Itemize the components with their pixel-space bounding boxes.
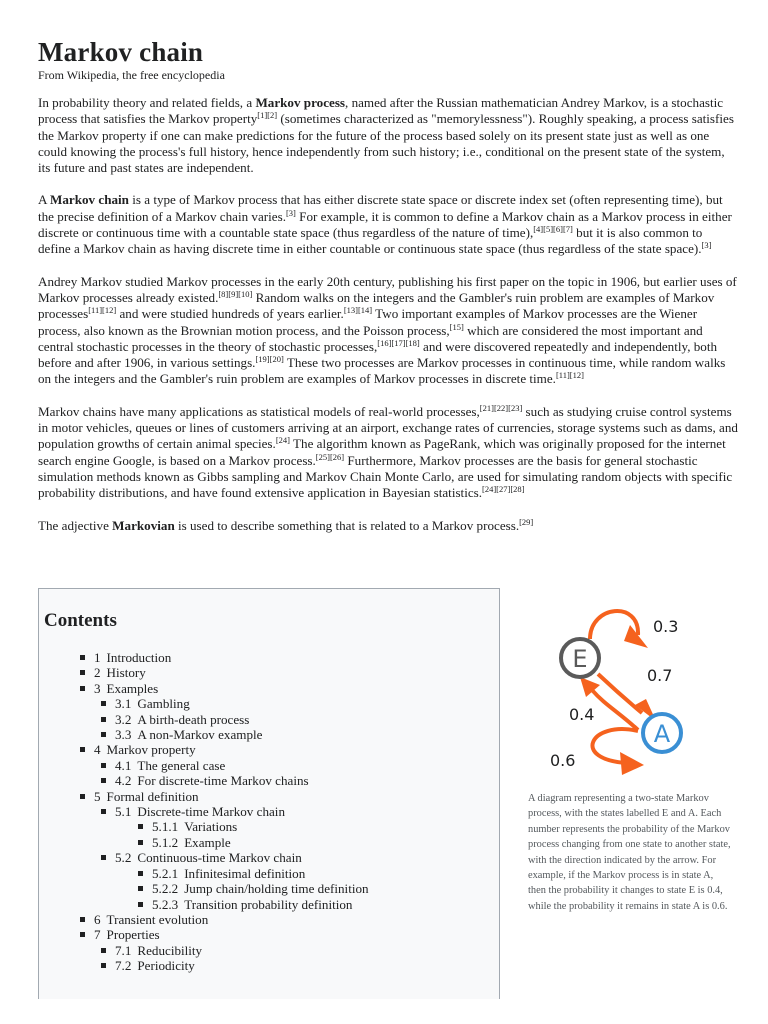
toc-item[interactable] — [80, 696, 369, 711]
toc-label[interactable]: Formal definition — [106, 788, 199, 804]
toc-label[interactable]: Periodicity — [137, 958, 195, 974]
text-run: These two processes are Markov processes in continuous time, while random walks on the integers and the Gambler's ruin problem are examples of Markov processes in discrete time. — [38, 355, 726, 387]
bullet-icon — [80, 932, 85, 937]
paragraph-definition — [38, 192, 738, 257]
toc-number: 5.2.1 — [152, 865, 179, 881]
reference-link[interactable]: [1][2] — [257, 110, 278, 121]
reference-link[interactable]: [19][20] — [255, 354, 284, 365]
reference-link[interactable]: [21][22][23] — [479, 402, 523, 413]
text-run: is used to describe something that is related to a Markov process. — [174, 517, 520, 533]
reference-link[interactable]: [8][9][10] — [218, 288, 253, 299]
text-run: such as studying cruise control systems in motor vehicles, queues or lines of customers arriving at an airport, exchange rates of currencies, storage systems such as dams, and population growths of certain animal species. — [38, 403, 738, 452]
bold-term: Markovian — [112, 517, 175, 533]
text-run: and were discovered repeatedly and independently, both before and after 1906, in various settings. — [38, 338, 718, 371]
toc-number: 3.2 — [115, 711, 132, 727]
toc-item[interactable] — [80, 665, 369, 680]
text-run: For example, it is common to define a Markov chain as a Markov process in either discrete or continuous time with a countable state space (thus regardless of the nature of time), — [38, 208, 732, 241]
reference-link[interactable]: [3] — [701, 240, 712, 251]
table-of-contents — [38, 588, 500, 999]
toc-item[interactable] — [80, 773, 369, 788]
bullet-icon — [101, 809, 106, 814]
paragraph-adjective — [38, 518, 738, 534]
reference-link[interactable]: [16][17][18] — [377, 337, 420, 348]
bullet-icon — [101, 732, 106, 737]
state-a-label: A — [653, 720, 671, 748]
toc-number: 4.2 — [115, 773, 132, 789]
toc-label[interactable]: Introduction — [106, 650, 172, 665]
bullet-icon — [80, 686, 85, 691]
toc-item[interactable] — [80, 712, 369, 727]
prob-e-to-a: 0.7 — [647, 666, 673, 685]
toc-number: 5.2 — [115, 850, 132, 866]
text-run: The algorithm known as PageRank, which was originally proposed for the internet search engine Google, is based on a Markov process. — [38, 436, 726, 468]
toc-item[interactable] — [80, 897, 369, 912]
bullet-icon — [101, 948, 106, 953]
toc-item[interactable] — [80, 912, 369, 927]
bullet-icon — [101, 763, 106, 768]
toc-item[interactable] — [80, 758, 369, 773]
reference-link[interactable]: [4][5][6][7] — [533, 224, 573, 235]
toc-label[interactable]: History — [106, 665, 146, 681]
toc-number: 5.1 — [115, 804, 132, 820]
toc-number: 3.1 — [115, 696, 132, 712]
markov-diagram — [520, 595, 730, 785]
toc-number: 7.1 — [115, 942, 132, 958]
toc-number: 6 — [94, 911, 101, 927]
toc-label[interactable]: The general case — [137, 757, 226, 773]
reference-link[interactable]: [29] — [519, 516, 534, 527]
arrow-a-to-e — [592, 690, 638, 730]
bold-term: Markov chain — [50, 192, 129, 208]
page-subtitle: From Wikipedia, the free encyclopedia — [38, 68, 225, 82]
text-run: is a type of Markov process that has either discrete state space or discrete index set (often representing time), but the precise definition of a Markov chain varies. — [38, 192, 723, 224]
bullet-icon — [138, 824, 143, 829]
toc-title: Contents — [44, 610, 117, 631]
reference-link[interactable]: [11][12] — [88, 305, 117, 316]
toc-item[interactable] — [80, 789, 369, 804]
bullet-icon — [80, 917, 85, 922]
page-title: Markov chain — [38, 37, 204, 67]
toc-number: 7 — [94, 927, 101, 943]
bold-term: Markov process — [255, 95, 346, 110]
toc-item[interactable] — [80, 866, 369, 881]
toc-number: 3.3 — [115, 727, 132, 743]
bullet-icon — [138, 902, 143, 907]
reference-link[interactable]: [3] — [285, 207, 296, 218]
toc-item[interactable] — [80, 742, 369, 757]
reference-link[interactable]: [11][12] — [555, 370, 584, 381]
bullet-icon — [80, 670, 85, 675]
toc-label[interactable]: Example — [184, 834, 231, 850]
state-e-label: E — [572, 645, 588, 673]
toc-label[interactable]: For discrete-time Markov chains — [137, 773, 309, 789]
bullet-icon — [80, 655, 85, 660]
reference-link[interactable]: [13][14] — [343, 305, 373, 316]
toc-number: 4 — [94, 742, 101, 758]
bullet-icon — [80, 747, 85, 752]
toc-label[interactable]: Continuous-time Markov chain — [137, 850, 302, 866]
toc-number: 5 — [94, 788, 101, 804]
toc-item[interactable] — [80, 804, 369, 819]
toc-label[interactable]: Markov property — [106, 742, 196, 758]
article-body — [38, 95, 738, 550]
toc-item[interactable] — [80, 958, 369, 973]
toc-label[interactable]: Jump chain/holding time definition — [184, 881, 369, 897]
arrow-e-to-a — [598, 674, 642, 713]
toc-item[interactable] — [80, 943, 369, 958]
text-run: Andrey Markov studied Markov processes in the early 20th century, publishing his first paper on the topic in 1906, but earlier uses of Markov processes already existed. — [38, 273, 737, 305]
toc-list — [80, 650, 369, 974]
toc-label[interactable]: Transient evolution — [106, 911, 209, 927]
bullet-icon — [80, 794, 85, 799]
bullet-icon — [101, 855, 106, 860]
reference-link[interactable]: [24] — [275, 435, 290, 446]
figure-caption: A diagram representing a two-state Markov process, with the states labelled E and A. Each number represents the probability of the Markov process changing from one state to another state, with the direction indicated by the arrow. For example, if the Markov process is in state A, then the probability it changes to state E is 0.4, while the probability it remains in state A is 0.6. — [528, 793, 731, 912]
toc-number: 5.2.3 — [152, 896, 179, 912]
text-run: Two important examples of Markov processes are the Wiener process, also known as the Brownian motion process, and the Poisson process, — [38, 306, 698, 338]
bullet-icon — [101, 778, 106, 783]
prob-a-to-a: 0.6 — [550, 751, 576, 770]
arrowhead-a-to-a — [620, 752, 644, 775]
toc-label[interactable]: A non-Markov example — [137, 727, 263, 743]
toc-item[interactable] — [80, 819, 369, 834]
bullet-icon — [138, 840, 143, 845]
toc-item[interactable] — [80, 835, 369, 850]
bullet-icon — [138, 886, 143, 891]
reference-link[interactable]: [25][26] — [315, 451, 345, 462]
toc-label[interactable]: Transition probability definition — [184, 896, 353, 912]
paragraph-intro — [38, 95, 738, 176]
toc-label[interactable]: Reducibility — [137, 942, 203, 958]
toc-number: 5.1.2 — [152, 834, 179, 850]
toc-label[interactable]: Properties — [106, 927, 160, 943]
toc-item[interactable] — [80, 681, 369, 696]
toc-number: 5.2.2 — [152, 881, 179, 897]
bullet-icon — [101, 963, 106, 968]
text-run: , named after the Russian mathematician Andrey Markov, is a stochastic process that satisfies the Markov property — [38, 95, 724, 127]
toc-number: 7.2 — [115, 958, 132, 974]
toc-item[interactable] — [80, 850, 369, 865]
text-run: Random walks on the integers and the Gambler's ruin problem are examples of Markov processes — [38, 289, 715, 322]
arrow-a-to-a — [592, 729, 638, 763]
toc-number: 3 — [94, 680, 101, 696]
toc-item[interactable] — [80, 650, 369, 665]
text-run: and were studied hundreds of years earlier. — [116, 306, 344, 322]
text-run: which are considered the most important and central stochastic processes in the theory of stochastic processes, — [38, 322, 703, 354]
toc-label[interactable]: Variations — [184, 819, 238, 835]
toc-label[interactable]: Gambling — [137, 696, 190, 712]
text-run: but it is also common to define a Markov chain as having discrete time in either countable or continuous state space (thus regardless of the state space). — [38, 225, 703, 257]
toc-item[interactable] — [80, 927, 369, 942]
toc-label[interactable]: Infinitesimal definition — [184, 865, 306, 881]
toc-number: 4.1 — [115, 757, 132, 773]
paragraph-applications — [38, 404, 738, 502]
toc-number: 2 — [94, 665, 101, 681]
bullet-icon — [101, 717, 106, 722]
text-run: In probability theory and related fields, a — [38, 95, 256, 110]
reference-link[interactable]: [24][27][28] — [482, 484, 525, 495]
toc-label[interactable]: A birth-death process — [137, 711, 250, 727]
toc-item[interactable] — [80, 881, 369, 896]
text-run: The adjective — [38, 517, 113, 533]
toc-number: 5.1.1 — [152, 819, 179, 835]
toc-number: 1 — [94, 650, 101, 665]
paragraph-history — [38, 274, 738, 388]
text-run: Furthermore, Markov processes are the basis for general stochastic simulation methods known as Gibbs sampling and Markov Chain Monte Carlo, are used for simulating random objects with specific probability distributions, and have found extensive application in Bayesian statistics. — [38, 452, 733, 501]
prob-a-to-e: 0.4 — [569, 705, 595, 724]
bullet-icon — [101, 701, 106, 706]
toc-item[interactable] — [80, 727, 369, 742]
toc-label[interactable]: Discrete-time Markov chain — [137, 804, 285, 820]
prob-e-to-e: 0.3 — [653, 617, 679, 636]
bullet-icon — [138, 871, 143, 876]
reference-link[interactable]: [15] — [449, 321, 464, 332]
text-run: A — [38, 192, 51, 208]
text-run: (sometimes characterized as "memorylessness"). Roughly speaking, a process satisfies the Markov property if one can make predictions for the future of the process based solely on its present state just as well as one could knowing the process's full history, hence independently from such history; i.e., conditional on the present state of the system, its future and past states are independent. — [38, 111, 734, 176]
toc-label[interactable]: Examples — [106, 680, 159, 696]
text-run: Markov chains have many applications as statistical models of real-world processes, — [38, 403, 480, 419]
